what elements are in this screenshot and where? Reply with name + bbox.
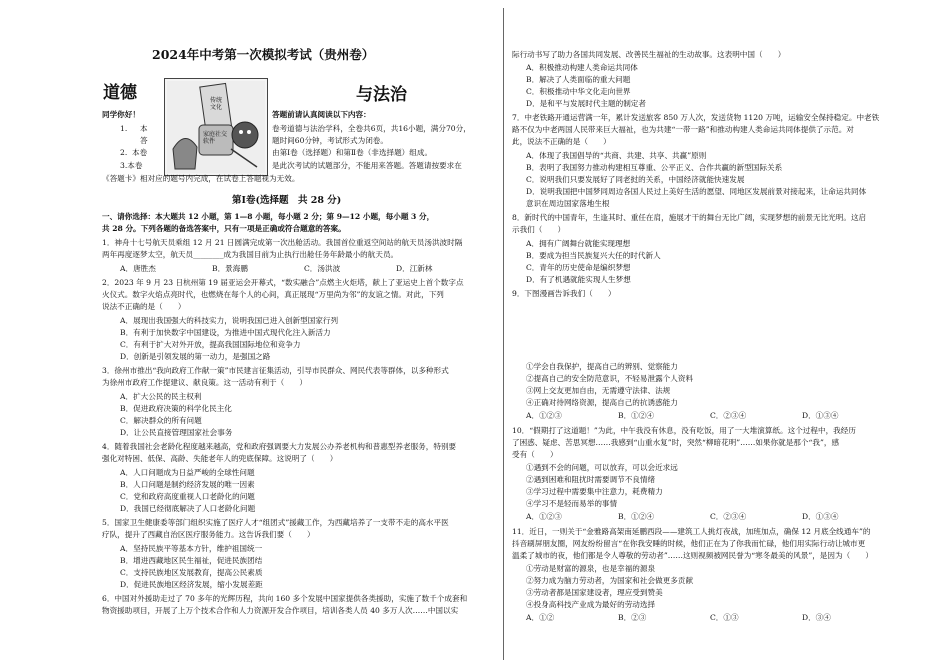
q6-option-c[interactable]: C．积极推动中华文化走向世界 xyxy=(526,87,631,96)
q5-option-a[interactable]: A．坚持民族平等基本方针，维护祖国统一 xyxy=(120,544,263,553)
notice-line4: 是此次考试的试题部分，不能用来答题。答题请按要求在 xyxy=(272,161,462,170)
q2-option-c[interactable]: C．有利于扩大对外开放，提高我国国际地位和竞争力 xyxy=(120,340,301,349)
q6-stem-1: 6．中国对外援助走过了 70 多年的光辉历程，共向 160 多个发展中国家提供各类援助，实施了数千个成套和 xyxy=(102,594,468,603)
q9-item-3: ③网上交友更加自由，无需遵守法律、法规 xyxy=(526,386,671,395)
q4-stem-1: 4．随着我国社会老龄化程度越来越高，党和政府强调要大力发展公办养老机构和普惠型养老服务，特别要 xyxy=(102,442,457,451)
q11-stem-2: 抖音刷屏朋友圈，网友纷纷留言“在你我安睡的时候，他们正在为了你我而忙碌，他们用实际行动让城市更 xyxy=(512,539,866,548)
q11-option-a[interactable]: A．①② xyxy=(526,613,555,622)
q7-stem-1: 7．中老铁路开通运营满一年，累计发送旅客 850 万人次，发送货物 1120 万吨，运输安全保持稳定。中老铁 xyxy=(512,113,880,122)
notice-line1: 卷考道德与法治学科，全卷共6页，共16小题，满分70分， xyxy=(272,124,471,133)
q3-stem-2: 为徐州市政府工作提建议、献良策。这一活动有利于（ ） xyxy=(102,378,308,387)
q4-option-c[interactable]: C．党和政府高度重视人口老龄化的问题 xyxy=(120,492,255,501)
q1-option-a[interactable]: A．唐胜杰 xyxy=(120,264,156,273)
q10-option-a[interactable]: A．①②③ xyxy=(526,512,562,521)
q9-item-2: ②提高自己的安全防范意识，不轻易泄露个人资料 xyxy=(526,374,694,383)
q9-stem: 9．下图漫画告诉我们（ ） xyxy=(512,289,616,298)
q7-stem-2: 路不仅为中老两国人民带来巨大福祉，也为共建“一带一路”和推动构建人类命运共同体提供了示范。对 xyxy=(512,125,854,134)
q1-option-b[interactable]: B．景海鹏 xyxy=(212,264,248,273)
q5-option-b[interactable]: B．增进西藏地区民生福祉，促进民族团结 xyxy=(120,556,263,565)
q7-option-d[interactable]: D．说明我国把中国梦同周边各国人民过上美好生活的愿望、同地区发展前景对接起来，让命运共同体 xyxy=(526,187,867,196)
column-divider xyxy=(503,8,504,660)
q11-item-4: ④投身高科技产业成为最好的劳动选择 xyxy=(526,600,656,609)
notice-n1-num: 1. xyxy=(120,124,128,133)
q10-option-d[interactable]: D．①③④ xyxy=(802,512,839,521)
q11-option-b[interactable]: B．②③ xyxy=(618,613,647,622)
q7-stem-3: 此，说法不正确的是（ ） xyxy=(512,137,611,146)
notice-n2-num: 2. xyxy=(120,148,128,157)
q9-option-a[interactable]: A．①②③ xyxy=(526,411,562,420)
cover-cartoon-drawing xyxy=(165,79,267,175)
q3-option-c[interactable]: C．解决群众的所有问题 xyxy=(120,416,202,425)
q8-option-a[interactable]: A．拥有广阔舞台就能实现理想 xyxy=(526,239,631,248)
q4-option-d[interactable]: D．我国已经彻底解决了人口老龄化问题 xyxy=(120,504,256,513)
q5-option-d[interactable]: D．促进民族地区经济发展，缩小发展差距 xyxy=(120,580,263,589)
q5-option-c[interactable]: C．支持民族地区发展教育，提高公民素质 xyxy=(120,568,263,577)
book-label: 传统文化 xyxy=(210,97,223,111)
q11-option-d[interactable]: D．③④ xyxy=(802,613,831,622)
q9-option-d[interactable]: D．①③④ xyxy=(802,411,839,420)
q10-item-4: ④学习不是轻而易举的事情 xyxy=(526,499,618,508)
subject-right: 与法治 xyxy=(356,85,407,105)
q2-stem-2: 火仪式。数字火焰点亮时代，也燃烧在每个人的心间，真正展现“万里尚为邻”的友谊之情。对此，下列 xyxy=(102,290,444,299)
q10-option-b[interactable]: B．①②④ xyxy=(618,512,654,521)
exam-title: 2024年中考第一次模拟考试（贵州卷） xyxy=(152,47,375,62)
q11-stem-1: 11．近日，一则关于“金雅路高架南延鹏西段——建筑工人挑灯夜战，加班加点，确保 12 月底全线通车”的 xyxy=(512,527,871,536)
notice-line3: 由第Ⅰ卷（选择题）和第Ⅱ卷（非选择题）组成。 xyxy=(272,148,433,157)
q11-item-2: ②努力成为脑力劳动者，为国家和社会做更多贡献 xyxy=(526,576,694,585)
notice-n1-b: 答 xyxy=(140,136,148,145)
section-instr2: 共 28 分。下列各题的备选答案中，只有一项是正确或符合题意的答案。 xyxy=(102,224,346,233)
notice-n2-a: 本卷 xyxy=(132,148,148,157)
q5-stem-2: 疗队，提升了西藏自治区医疗服务能力。这告诉我们要（ ） xyxy=(102,530,315,539)
q2-stem-3: 说法不正确的是（ ） xyxy=(102,302,186,311)
q7-option-c[interactable]: C．说明我们只要发展好了同老挝的关系，中国经济就能快速发展 xyxy=(526,175,745,184)
q11-item-1: ①劳动是财富的源泉，也是幸福的源泉 xyxy=(526,564,656,573)
q9-option-b[interactable]: B．①②④ xyxy=(618,411,654,420)
q8-option-b[interactable]: B．要成为担当民族复兴大任的时代新人 xyxy=(526,251,661,260)
q4-option-a[interactable]: A．人口问题成为日益严峻的全球性问题 xyxy=(120,468,255,477)
notice-line2: 题时间60分钟，考试形式为闭卷。 xyxy=(272,136,388,145)
q10-item-2: ②遇到困难和阻扰时需要调节不良情绪 xyxy=(526,475,656,484)
q8-option-d[interactable]: D．有了机遇就能实现人生梦想 xyxy=(526,275,631,284)
notice-heading: 答题前请认真阅读以下内容： xyxy=(272,110,371,119)
q7-option-b[interactable]: B．表明了我国努力推动构建相互尊重、公平正义、合作共赢的新型国际关系 xyxy=(526,163,783,172)
q10-item-3: ③学习过程中需要集中注意力，耗费精力 xyxy=(526,487,663,496)
section-title: 第Ⅰ卷(选择题 共 28 分) xyxy=(232,195,342,206)
q9-item-4: ④正确对待网络资源，提高自己的抗诱惑能力 xyxy=(526,398,678,407)
subject-left: 道德 xyxy=(103,83,137,103)
notice-n1-a: 本 xyxy=(140,124,148,133)
notice-line5: 《答题卡》相对应的题号内完成，在试卷上答题视为无效。 xyxy=(102,174,300,183)
q3-option-d[interactable]: D．让公民直接管理国家社会事务 xyxy=(120,428,233,437)
q8-option-c[interactable]: C．青年的历史使命是编织梦想 xyxy=(526,263,631,272)
q6-option-a[interactable]: A．积极推动构建人类命运共同体 xyxy=(526,63,638,72)
q2-option-a[interactable]: A．展现出我国强大的科技实力，说明我国已进入创新型国家行列 xyxy=(120,316,339,325)
q1-stem-2: 两年再度逐梦太空，航天员________成为我国目前为止执行出舱任务年龄最小的航天员。 xyxy=(102,250,399,259)
q4-stem-2: 强化对特困、低保、高龄、失能老年人的兜底保障。这说明了（ ） xyxy=(102,454,338,463)
q10-option-c[interactable]: C．②③④ xyxy=(710,512,747,521)
q1-option-d[interactable]: D．江新林 xyxy=(396,264,433,273)
q6-option-d[interactable]: D．是和平与发展时代主题的制定者 xyxy=(526,99,646,108)
notice-n3-num: 3.本卷 xyxy=(120,161,143,170)
slot-label: 家庭社交软件 xyxy=(203,131,228,145)
q3-option-a[interactable]: A．扩大公民的民主权利 xyxy=(120,392,202,401)
q10-stem-1: 10．“假期打了这道题！”为此，中午我没有休息，没有吃饭，用了一大堆演算纸。这个过程中，我经历 xyxy=(512,426,856,435)
q1-option-c[interactable]: C．汤洪波 xyxy=(304,264,341,273)
q2-option-d[interactable]: D．创新是引领发展的第一动力，是强国之路 xyxy=(120,352,271,361)
q6-stem-3: 际行动书写了助力各国共同发展、改善民生福祉的生动故事。这表明中国（ ） xyxy=(512,50,786,59)
q6-option-b[interactable]: B．解决了人类面临的重大问题 xyxy=(526,75,631,84)
q2-option-b[interactable]: B．有利于加快数字中国建设，为推进中国式现代化注入新活力 xyxy=(120,328,331,337)
q3-stem-1: 3．徐州市推出“我向政府工作献一策”市民建言征集活动，引导市民群众、网民代表等群体，以多种形式 xyxy=(102,366,449,375)
q8-stem-2: 示我们（ ） xyxy=(512,225,566,234)
q6-stem-2: 物资援助项目，开展了上万个技术合作和人力资源开发合作项目，培训各类人员 40 多万人次……中国以实 xyxy=(102,606,459,615)
q3-option-b[interactable]: B．促进政府决策的科学化民主化 xyxy=(120,404,232,413)
q9-option-c[interactable]: C．②③④ xyxy=(710,411,747,420)
section-instr1: 一、请你选择：本大题共 12 小题，第 1—8 小题，每小题 2 分；第 9—12 小题，每小题 3 分， xyxy=(102,212,435,221)
q10-item-1: ①遇到不会的问题，可以放弃，可以会近求远 xyxy=(526,463,678,472)
q10-stem-3: 受有（ ） xyxy=(512,450,558,459)
q9-item-1: ①学会自我保护，提高自己的辨别、觉察能力 xyxy=(526,362,678,371)
q11-item-3: ③劳动者都是国家建设者，理应受到赞美 xyxy=(526,588,663,597)
q8-stem-1: 8．新时代的中国青年，生逢其时、重任在肩，施展才干的舞台无比广阔，实现梦想的前景无比光明。这启 xyxy=(512,213,867,222)
q7-option-a[interactable]: A．体现了我国倡导的“共商、共建、共享、共赢”原则 xyxy=(526,151,707,160)
q11-stem-3: 温柔了城市的夜，他们都是令人尊敬的劳动者”……这则视频被网民誉为“寒冬最美的风景”，是因为（ ） xyxy=(512,551,873,560)
notice-greeting: 同学你好！ xyxy=(102,110,140,119)
q4-option-b[interactable]: B．人口问题是制约经济发展的唯一因素 xyxy=(120,480,255,489)
q10-stem-2: 了困惑、疑虑、苦思冥想……我感到“山重水复”时，突然“柳暗花明”……如果你就是那个“我”，感 xyxy=(512,438,840,447)
q2-stem-1: 2．2023 年 9 月 23 日杭州第 19 届亚运会开幕式，“数实融合”点燃主火炬塔，献上了亚运史上首个数字点 xyxy=(102,278,464,287)
q7-option-d-cont: 意识在周边国家落地生根 xyxy=(526,199,610,208)
q5-stem-1: 5．国家卫生健康委等部门组织实施了医疗人才“组团式”援藏工作，为西藏培养了一支带不走的高水平医 xyxy=(102,518,449,527)
q11-option-c[interactable]: C．①③ xyxy=(710,613,739,622)
cover-cartoon xyxy=(164,78,268,176)
q1-stem-1: 1．神舟十七号航天员乘组 12 月 21 日圆满完成第一次出舱活动。我国首位重返空间站的航天员汤洪波时隔 xyxy=(102,238,463,247)
